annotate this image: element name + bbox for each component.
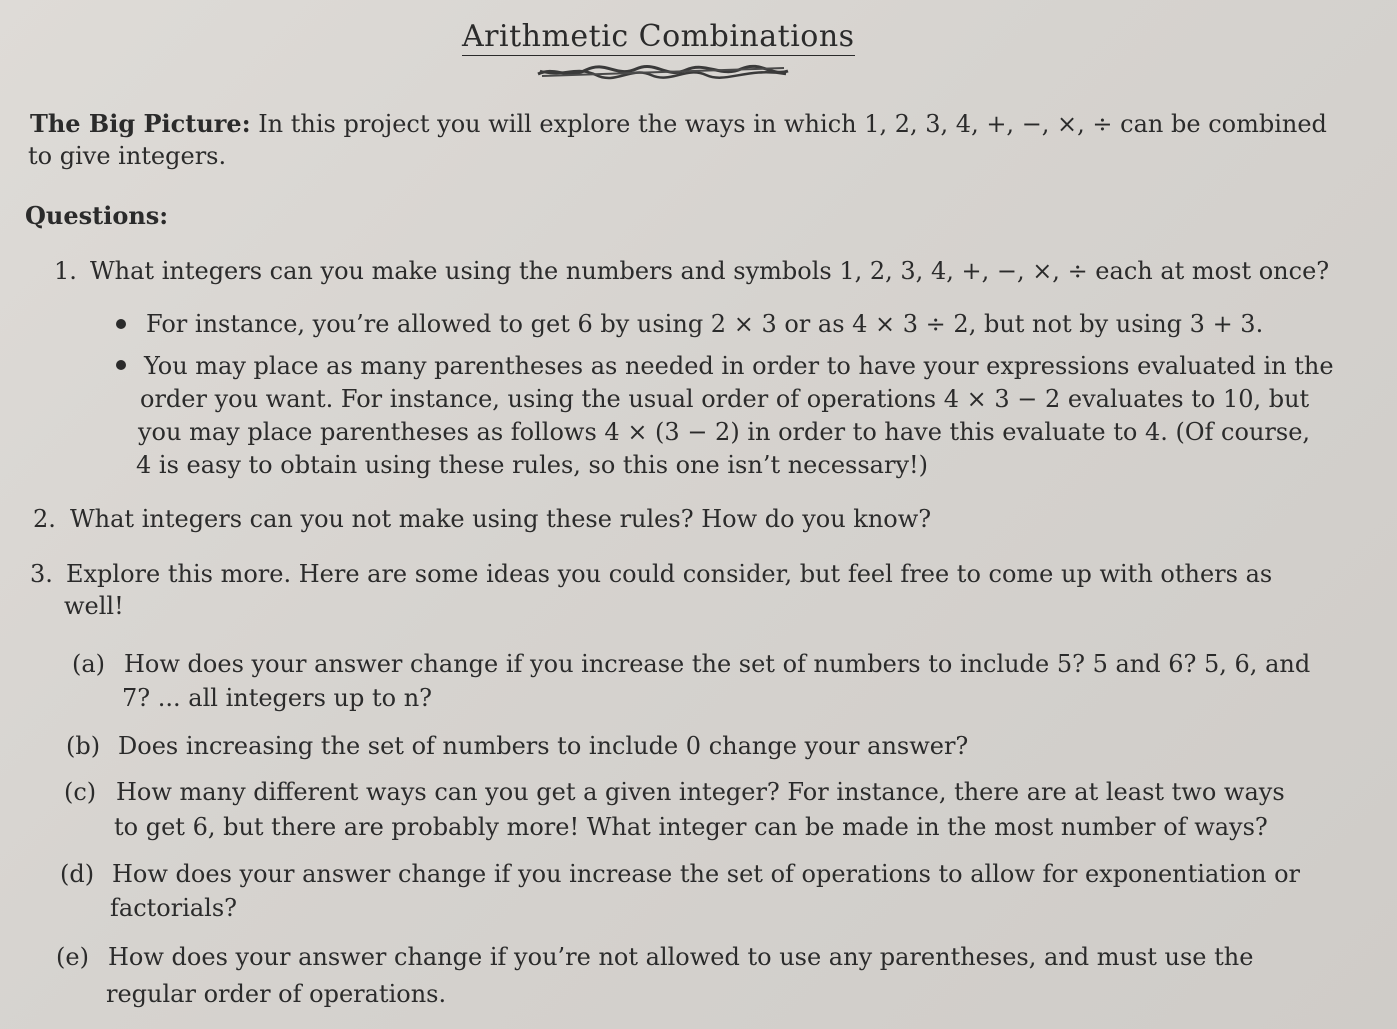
scribbled-out-subtitle [536,62,790,82]
item-d-line1: How does your answer change if you increase the set of operations to allow for exponentiation or [112,860,1301,888]
big-picture-label: The Big Picture: [30,109,251,138]
big-picture-paragraph [30,108,1327,140]
question-1-bullet-2-line2: order you want. For instance, using the usual order of operations 4 × 3 − 2 evaluates to 10, but [140,385,1310,413]
item-a-line1: How does your answer change if you increase the set of numbers to include 5? 5 and 6? 5, 6, and [124,650,1311,678]
bullet-icon [116,319,126,329]
question-3-line1: Explore this more. Here are some ideas you could consider, but feel free to come up with others as [66,560,1273,588]
item-a-line2: 7? ... all integers up to n? [122,684,433,712]
item-a-label: (a) [72,650,106,678]
question-2-number: 2. [33,505,56,533]
questions-heading: Questions: [25,201,169,230]
item-d-label: (d) [60,860,95,888]
question-1-text: What integers can you make using the numbers and symbols 1, 2, 3, 4, +, −, ×, ÷ each at most once? [90,257,1330,285]
item-b-label: (b) [66,732,101,760]
big-picture-text-line2: to give integers. [28,142,227,170]
big-picture-text-line1: In this project you will explore the ways in which 1, 2, 3, 4, +, −, ×, ÷ can be combined [258,110,1327,138]
item-c-line1: How many different ways can you get a given integer? For instance, there are at least two ways [116,778,1285,806]
question-1-bullet-2-line4: 4 is easy to obtain using these rules, so this one isn’t necessary!) [136,451,929,479]
item-e-label: (e) [56,943,89,971]
document-title: Arithmetic Combinations [462,19,855,54]
item-c-line2: to get 6, but there are probably more! What integer can be made in the most number of ways? [114,813,1268,841]
question-3-number: 3. [30,560,53,588]
item-e-line1: How does your answer change if you’re not allowed to use any parentheses, and must use the [108,943,1254,971]
question-3-line2: well! [64,592,124,620]
bullet-icon [116,360,126,370]
item-e-line2: regular order of operations. [106,980,447,1008]
item-b-line1: Does increasing the set of numbers to include 0 change your answer? [118,732,969,760]
question-1-bullet-2-line3: you may place parentheses as follows 4 × (3 − 2) in order to have this evaluate to 4. (Of course, [138,418,1311,446]
item-d-line2: factorials? [110,894,238,922]
question-2-text: What integers can you not make using these rules? How do you know? [70,505,932,533]
question-1-number: 1. [54,257,77,285]
question-1-bullet-2-line1: You may place as many parentheses as needed in order to have your expressions evaluated in the [144,352,1334,380]
item-c-label: (c) [64,778,97,806]
question-1-bullet-1: For instance, you’re allowed to get 6 by using 2 × 3 or as 4 × 3 ÷ 2, but not by using 3 + 3. [146,310,1264,338]
